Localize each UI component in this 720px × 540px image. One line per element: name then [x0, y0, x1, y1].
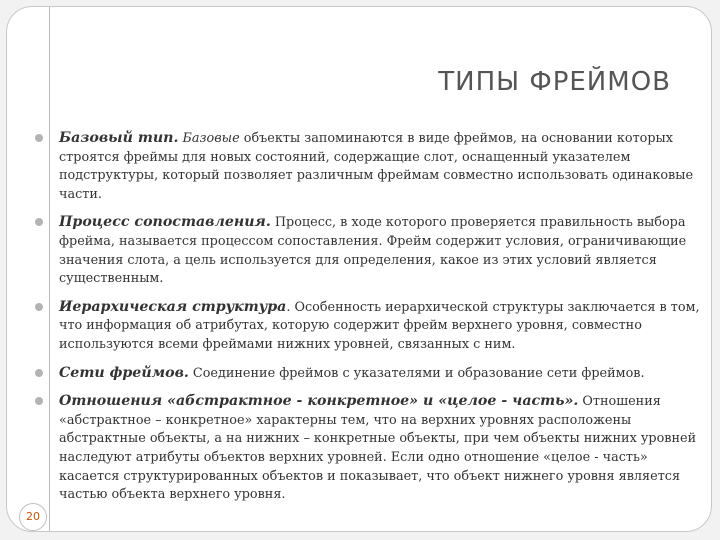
- list-item: [31, 392, 701, 505]
- item-text: Процесс, в ходе которого проверяется правильность выбора фрейма, называется процессом сопоставления. Фрейм содержит условия, ограничивающие значения слота, а цель используется для определения, какое из этих условий является существенным.: [59, 215, 687, 287]
- slide-title: ТИПЫ ФРЕЙМОВ: [438, 67, 671, 97]
- list-item: [31, 364, 701, 384]
- item-text: . Особенность иерархической структуры заключается в том, что информация об атрибутах, которую содержит фрейм верхнего уровня, совместно используются всеми фреймами нижних уровней, связанных с ним.: [59, 299, 700, 352]
- page-number-badge: 20: [19, 503, 47, 531]
- bullet-list: [31, 129, 701, 514]
- list-item: [31, 129, 701, 204]
- item-term: Процесс сопоставления.: [59, 214, 271, 231]
- bullet-icon: [35, 218, 43, 226]
- bullet-icon: [35, 397, 43, 405]
- item-text: Отношения «абстрактное – конкретное» характерны тем, что на верхних уровнях расположены абстрактные объекты, а на нижних – конкретные объекты, при чем объекты нижних уровней наследуют атрибуты объектов верхних уровней. Если одно отношение «целое - часть» касается структурированных объектов и показывает, что объект нижнего уровня является частью объекта верхнего уровня.: [59, 394, 697, 503]
- item-term-tail: Базовые: [182, 131, 240, 146]
- bullet-icon: [35, 303, 43, 311]
- item-term: Базовый тип.: [59, 130, 179, 146]
- bullet-icon: [35, 134, 43, 142]
- item-term: Сети фреймов.: [59, 364, 189, 381]
- item-term: Отношения «абстрактное - конкретное» и «целое - часть».: [59, 393, 579, 410]
- item-term: Иерархическая структура: [59, 298, 287, 315]
- bullet-icon: [35, 369, 43, 377]
- list-item: [31, 213, 701, 288]
- item-text: Соединение фреймов с указателями и образование сети фреймов.: [188, 365, 645, 381]
- item-text: объекты запоминаются в виде фреймов, на основании которых строятся фреймы для новых состояний, содержащие слот, оснащенный указателем подструктуры, который позволяет различным фреймам совместно использовать одинаковые части.: [59, 131, 694, 202]
- slide: [6, 6, 712, 532]
- list-item: [31, 298, 701, 355]
